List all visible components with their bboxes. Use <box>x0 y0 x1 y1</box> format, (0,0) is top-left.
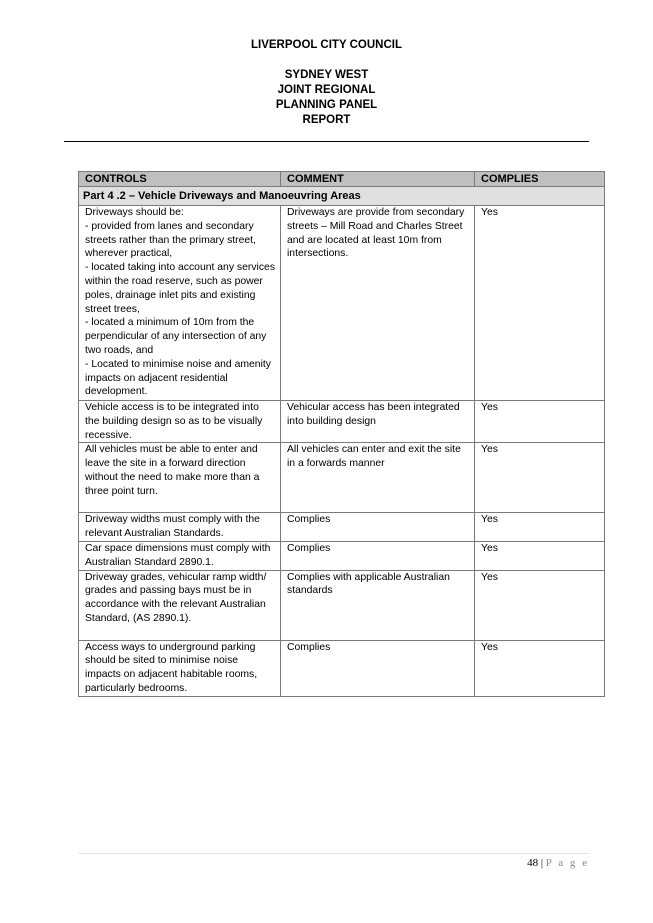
comment-cell: All vehicles can enter and exit the site in a forwards manner <box>281 443 475 513</box>
table-row <box>79 443 605 513</box>
complies-cell: Yes <box>475 640 605 696</box>
control-line: - provided from lanes and secondary streets rather than the primary street, wherever practical, <box>85 220 256 260</box>
comment-cell: Vehicular access has been integrated into building design <box>281 401 475 443</box>
page-footer <box>527 857 589 869</box>
table-row <box>79 401 605 443</box>
section-row <box>79 187 605 206</box>
control-line: - located taking into account any services within the road reserve, such as power poles, drainage inlet pits and existing street trees, <box>85 262 276 315</box>
control-cell <box>79 206 281 401</box>
comment-cell: Driveways are provide from secondary streets – Mill Road and Charles Street and are located at least 10m from intersections. <box>281 206 475 401</box>
page-number: 48 <box>527 857 539 869</box>
comment-cell: Complies with applicable Australian standards <box>281 570 475 640</box>
comment-cell: Complies <box>281 640 475 696</box>
compliance-table <box>78 171 605 697</box>
table-row <box>79 541 605 570</box>
column-header-controls: CONTROLS <box>79 172 281 187</box>
control-cell: Vehicle access is to be integrated into the building design so as to be visually recessive. <box>79 401 281 443</box>
page-separator: | <box>540 857 544 869</box>
complies-cell: Yes <box>475 206 605 401</box>
title-line-2: JOINT REGIONAL <box>277 84 376 96</box>
council-name: LIVERPOOL CITY COUNCIL <box>250 39 402 51</box>
title-line-1: SYDNEY WEST <box>284 69 369 81</box>
table-row <box>79 640 605 696</box>
complies-cell: Yes <box>475 541 605 570</box>
complies-cell: Yes <box>475 401 605 443</box>
complies-cell: Yes <box>475 570 605 640</box>
section-title: Part 4 .2 – Vehicle Driveways and Manoeuvring Areas <box>79 187 605 206</box>
table-row <box>79 513 605 542</box>
control-line: Driveways should be: <box>85 207 184 218</box>
report-header <box>0 38 653 128</box>
control-cell: Driveway grades, vehicular ramp width/ grades and passing bays must be in accordance with the relevant Australian Standard, (AS 2890.1). <box>79 570 281 640</box>
footer-divider <box>78 853 590 854</box>
control-line: - located a minimum of 10m from the perpendicular of any intersection of any two roads, and <box>85 317 267 356</box>
complies-cell: Yes <box>475 513 605 542</box>
page-label: P a g e <box>545 857 589 869</box>
header-divider <box>64 141 589 142</box>
table-row <box>79 570 605 640</box>
column-header-complies: COMPLIES <box>475 172 605 187</box>
control-cell: Driveway widths must comply with the relevant Australian Standards. <box>79 513 281 542</box>
column-header-comment: COMMENT <box>281 172 475 187</box>
table-row <box>79 206 605 401</box>
table-header-row <box>79 172 605 187</box>
comment-cell: Complies <box>281 541 475 570</box>
comment-cell: Complies <box>281 513 475 542</box>
control-line: - Located to minimise noise and amenity impacts on adjacent residential development. <box>85 358 271 398</box>
complies-cell: Yes <box>475 443 605 513</box>
control-cell: All vehicles must be able to enter and leave the site in a forward direction without the need to make more than a three point turn. <box>79 443 281 513</box>
title-line-4: REPORT <box>302 114 351 126</box>
control-cell: Car space dimensions must comply with Australian Standard 2890.1. <box>79 541 281 570</box>
title-line-3: PLANNING PANEL <box>275 99 378 111</box>
control-cell: Access ways to underground parking should be sited to minimise noise impacts on adjacent habitable rooms, particularly bedrooms. <box>79 640 281 696</box>
